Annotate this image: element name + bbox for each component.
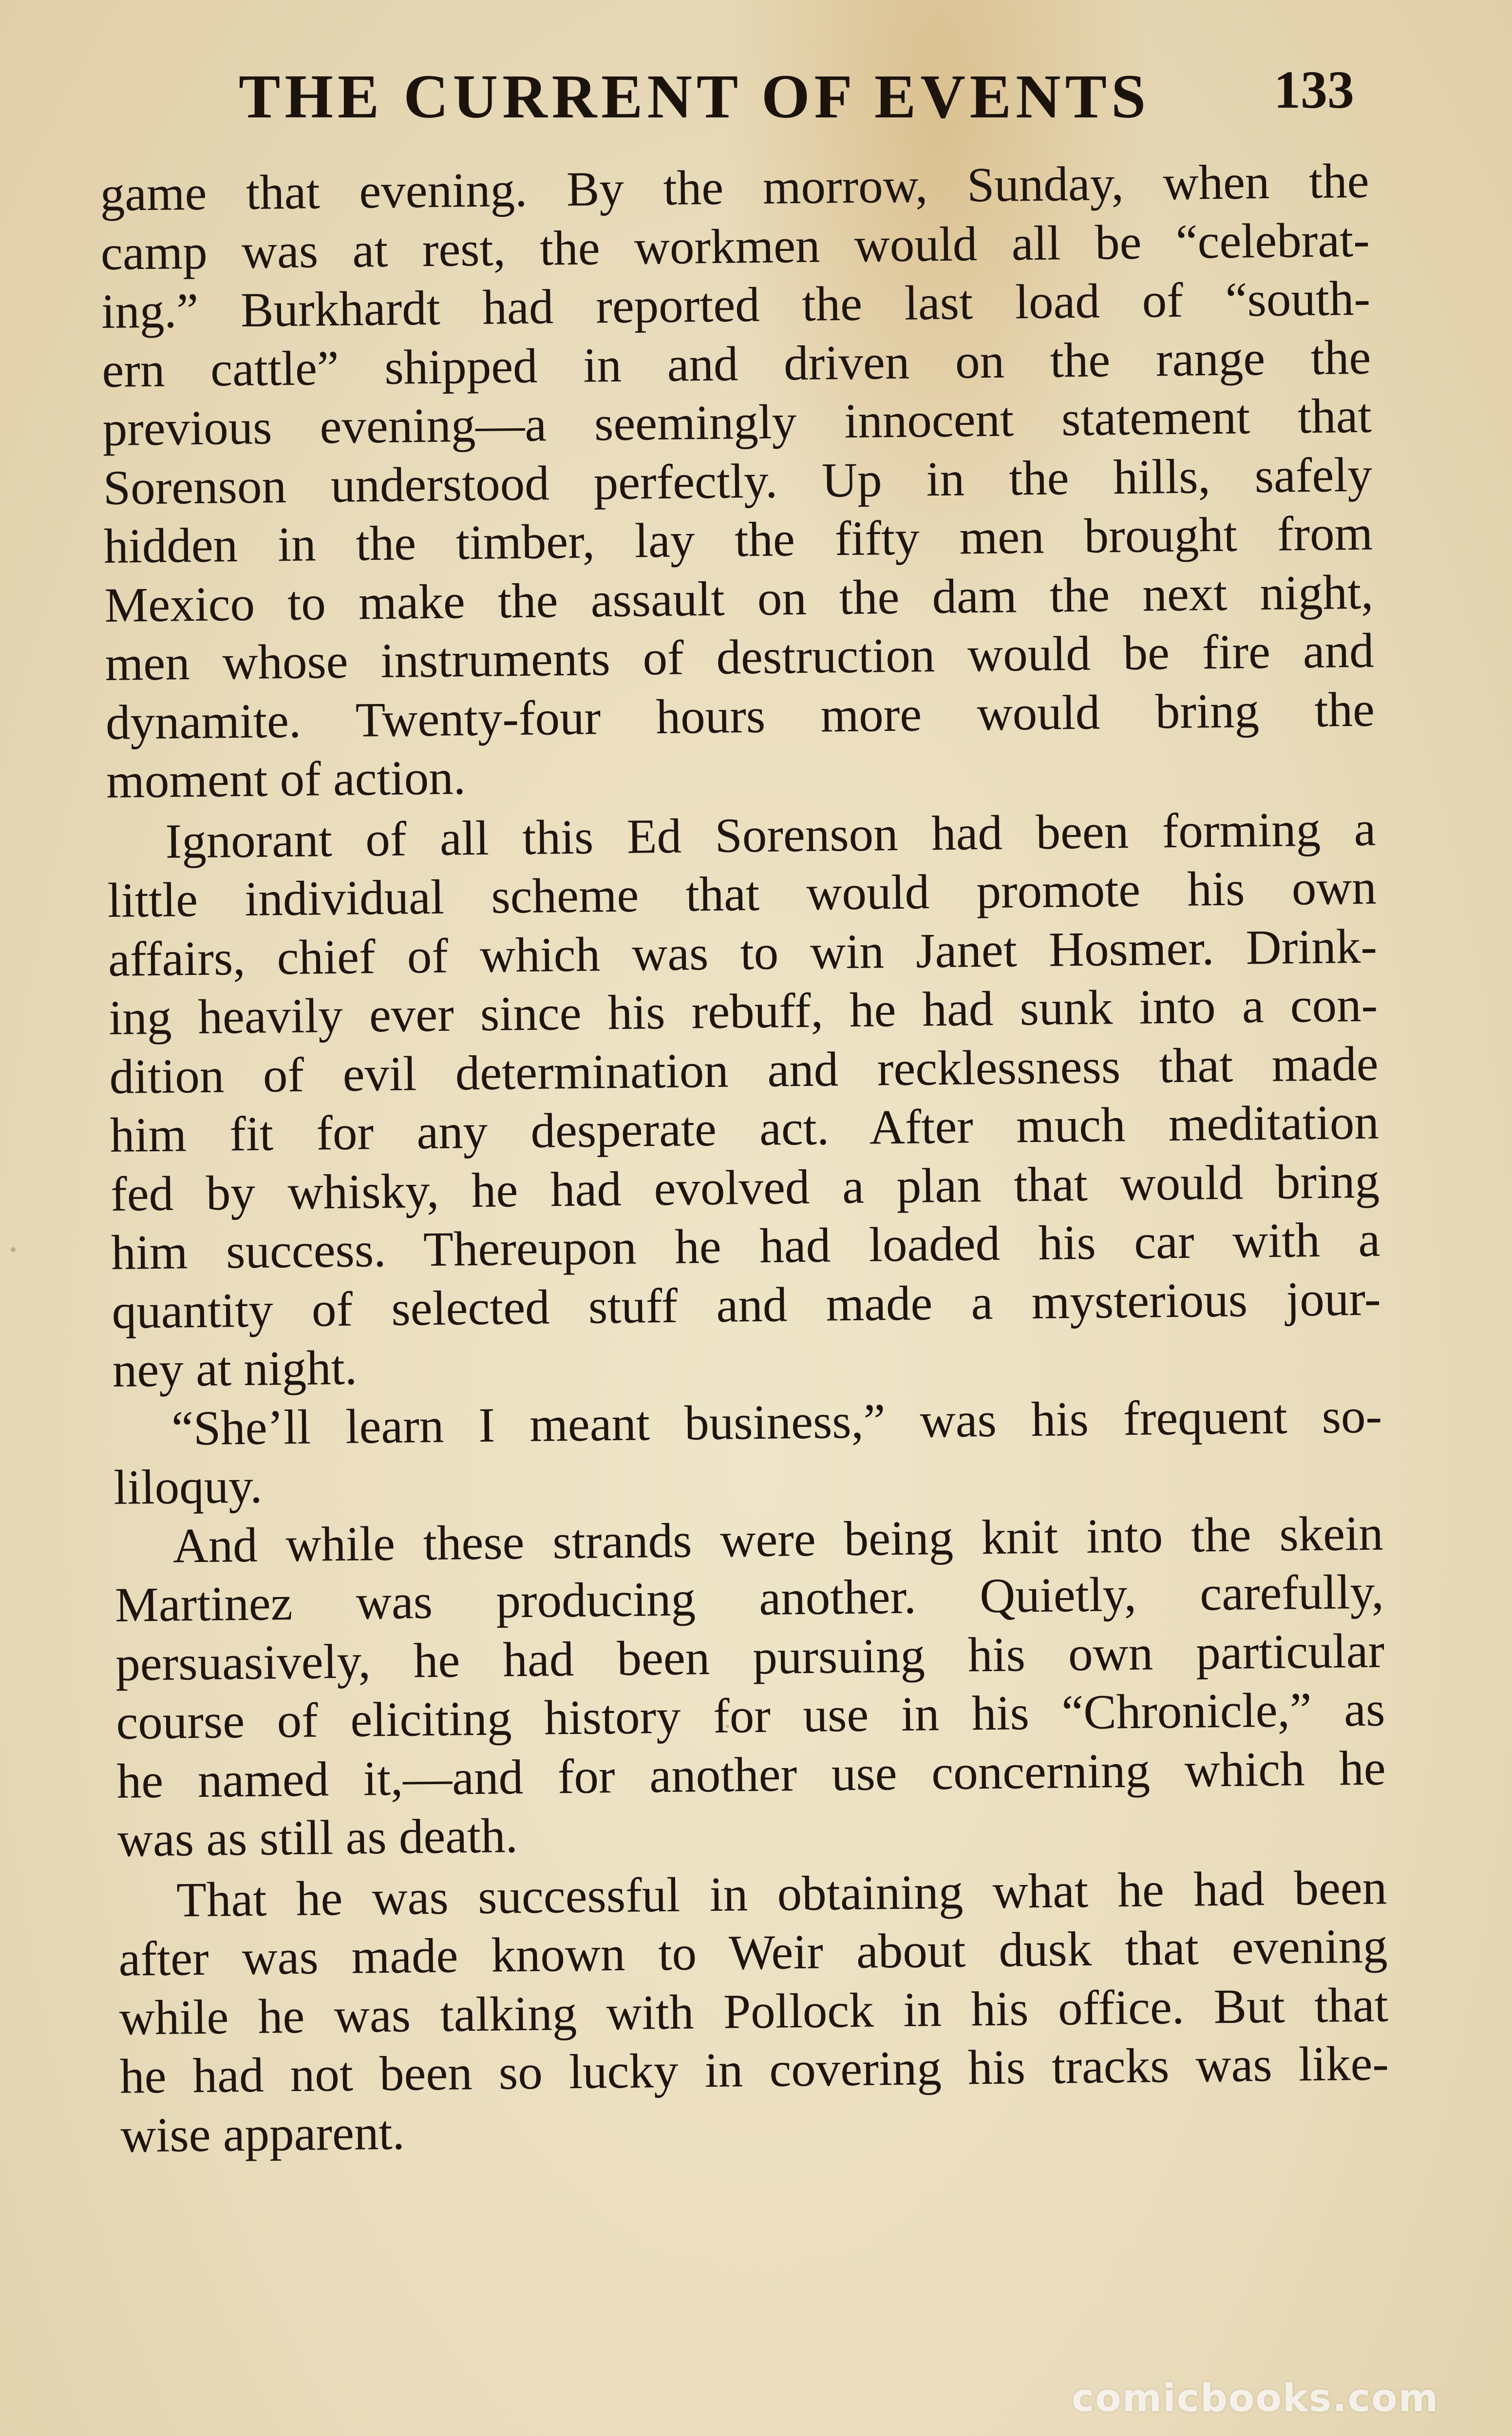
paragraph-first-line: “She’ll learn I meant business,” was his frequent so-	[171, 1388, 1382, 1456]
text-line: persuasively, he had been pursuing his own particular	[115, 1623, 1385, 1691]
running-head	[239, 51, 1354, 144]
text-line: he named it,—and for another use concerning which he	[116, 1740, 1386, 1808]
page-number: 133	[1274, 60, 1354, 119]
paragraph-first-line: Ignorant of all this Ed Sorenson had been forming a	[165, 801, 1376, 869]
paragraph-first-line: That he was successful in obtaining what he had been	[176, 1860, 1387, 1927]
text-line: wise apparent.	[120, 2105, 405, 2163]
text-line: dynamite. Twenty-four hours more would bring the	[105, 682, 1375, 750]
text-line: while he was talking with Pollock in his office. But that	[119, 1977, 1389, 2045]
text-line: course of eliciting history for use in his “Chronicle,” as	[115, 1681, 1385, 1750]
text-line: ney at night.	[112, 1340, 358, 1397]
text-line: hidden in the timber, lay the fifty men brought from	[103, 505, 1373, 573]
running-title: THE CURRENT OF EVENTS	[239, 62, 1151, 131]
text-line: ing heavily ever since his rebuff, he had sunk into a con-	[108, 977, 1378, 1045]
text-line: Martinez was producing another. Quietly, carefully,	[114, 1564, 1384, 1632]
text-line: quantity of selected stuff and made a mysterious jour-	[112, 1271, 1381, 1339]
text-line: after was made known to Weir about dusk that evening	[118, 1918, 1388, 1986]
text-line: little individual scheme that would promote his own	[107, 859, 1377, 928]
text-line: was as still as death.	[117, 1808, 518, 1867]
text-line: him fit for any desperate act. After much meditation	[110, 1094, 1380, 1162]
text-line: liloquy.	[113, 1458, 263, 1515]
text-line: previous evening—a seemingly innocent statement that	[102, 388, 1372, 456]
text-line: affairs, chief of which was to win Janet Hosmer. Drink-	[108, 918, 1378, 987]
paper-speck	[726, 1725, 729, 1728]
text-line: ern cattle” shipped in and driven on the range the	[101, 329, 1371, 398]
watermark-logo: comicbooks.com	[1071, 2377, 1439, 2420]
text-line: camp was at rest, the workmen would all be “celebrat-	[100, 212, 1370, 280]
text-line: ing.” Burkhardt had reported the last load of “south-	[101, 270, 1371, 339]
text-line: men whose instruments of destruction would be fire and	[105, 623, 1375, 691]
text-line: fed by whisky, he had evolved a plan that would bring	[110, 1153, 1380, 1221]
text-line: he had not been so lucky in covering his tracks was like-	[119, 2036, 1389, 2104]
text-line: moment of action.	[106, 750, 466, 808]
text-line: game that evening. By the morrow, Sunday, when the	[100, 153, 1370, 221]
paper-speck	[11, 1247, 16, 1252]
body-text	[100, 152, 1390, 2165]
text-line: Sorenson understood perfectly. Up in the hills, safely	[103, 447, 1373, 515]
text-line: dition of evil determination and recklessness that made	[109, 1036, 1379, 1104]
text-line: Mexico to make the assault on the dam the next night,	[104, 564, 1374, 632]
text-line: him success. Thereupon he had loaded his car with a	[111, 1212, 1380, 1280]
paragraph-first-line: And while these strands were being knit into the skein	[172, 1505, 1384, 1573]
